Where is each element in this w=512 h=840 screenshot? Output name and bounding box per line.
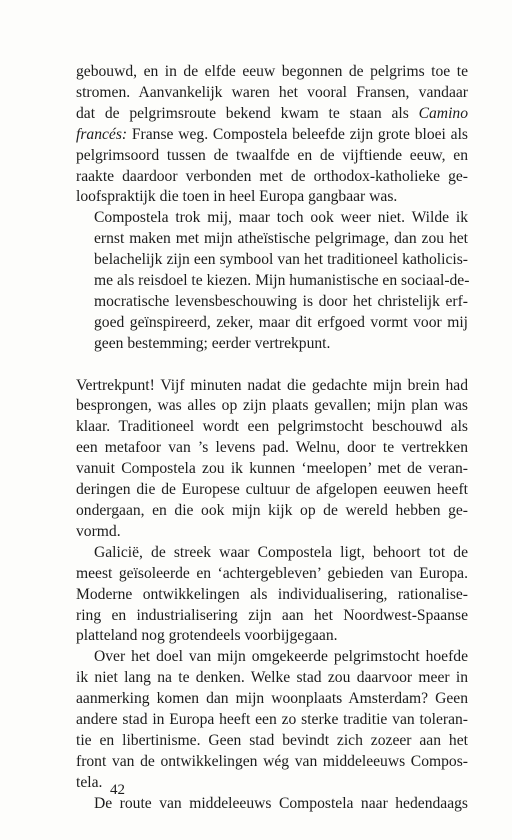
text-run: dat de pelgrimsroute bekend kwam te staan als	[76, 104, 419, 122]
text-line: Moderne ontwikkelingen als individualisering, rationalise-	[76, 585, 468, 603]
text-line: belachelijk zijn een symbool van het traditioneel katholicis-	[94, 251, 468, 269]
italic-term: francés:	[76, 125, 128, 143]
text-line: me als reisdoel te kiezen. Mijn humanistische en sociaal-de-	[94, 272, 470, 290]
text-line: pelgrimsoord tussen de twaalfde en de vijftiende eeuw, en	[76, 146, 468, 164]
paragraph-2	[76, 208, 468, 354]
text-line: vormd.	[76, 522, 121, 540]
text-line: loofspraktijk die toen in heel Europa gangbaar was.	[76, 188, 398, 206]
text-line: Compostela trok mij, maar toch ook weer niet. Wilde ik	[94, 209, 468, 227]
text-line: meest geïsoleerde en ‘achtergebleven’ gebieden van Europa.	[76, 564, 468, 582]
text-line: Galicië, de streek waar Compostela ligt, behoort tot de	[94, 543, 468, 561]
text-line: mocratische levensbeschouwing is door het christelijk erf-	[94, 292, 468, 310]
paragraph-4	[76, 543, 468, 648]
text-line: andere stad in Europa heeft een zo sterke traditie van toleran-	[76, 711, 468, 729]
text-line: ik niet lang na te denken. Welke stad zou daarvoor meer in	[76, 669, 468, 687]
text-line: een metafoor van ’s levens pad. Welnu, door te vertrekken	[76, 439, 468, 457]
text-line: gebouwd, en in de elfde eeuw begonnen de pelgrims toe te	[76, 63, 468, 80]
paragraph-6	[76, 794, 468, 815]
text-line: Over het doel van mijn omgekeerde pelgrimstocht hoefde	[94, 648, 468, 666]
text-line: tela.	[76, 773, 103, 791]
text-line: deringen die de Europese cultuur de afgelopen eeuwen heeft	[76, 481, 468, 499]
text-line: aanmerking komen dan mijn woonplaats Amsterdam? Geen	[76, 690, 468, 708]
text-line	[76, 104, 468, 125]
text-line: goed geïnspireerd, zeker, maar dit erfgoed vormt voor mij	[94, 313, 468, 331]
text-line: besprongen, was alles op zijn plaats gevallen; mijn plan was	[76, 397, 468, 415]
text-line: tie en libertinisme. Geen stad bevindt zich zozeer aan het	[76, 731, 468, 749]
text-line: De route van middeleeuws Compostela naar hedendaags	[94, 794, 468, 812]
paragraph-5	[76, 647, 468, 793]
text-line: front van de ontwikkelingen wég van middeleeuws Compos-	[76, 752, 468, 770]
text-line: platteland nog grotendeels voorbijgegaan.	[76, 627, 338, 645]
italic-term: Camino	[418, 104, 468, 122]
text-line: ring en industrialisering zijn aan het Noordwest-Spaanse	[76, 606, 468, 624]
page-number: 42	[110, 782, 125, 798]
text-line: ondergaan, en die ook mijn kijk op de wereld hebben ge-	[76, 502, 468, 520]
text-line	[76, 125, 468, 146]
text-line: raakte daardoor verbonden met de orthodox-katholieke ge-	[76, 167, 468, 185]
text-run: Franse weg. Compostela beleefde zijn grote bloei als	[127, 125, 468, 143]
text-line: Vertrekpunt! Vijf minuten nadat die gedachte mijn brein had	[76, 376, 468, 394]
text-line: klaar. Traditioneel wordt een pelgrimstocht beschouwd als	[76, 418, 468, 436]
text-line: stromen. Aanvankelijk waren het vooral Fransen, vandaar	[76, 83, 468, 101]
paragraph-1	[76, 62, 468, 208]
text-line: geen bestemming; eerder vertrekpunt.	[94, 334, 331, 352]
text-line: vanuit Compostela zou ik kunnen ‘meelopen’ met de veran-	[76, 460, 468, 478]
paragraph-3	[76, 376, 468, 543]
text-line: ernst maken met mijn atheïstische pelgrimage, dan zou het	[94, 230, 468, 248]
